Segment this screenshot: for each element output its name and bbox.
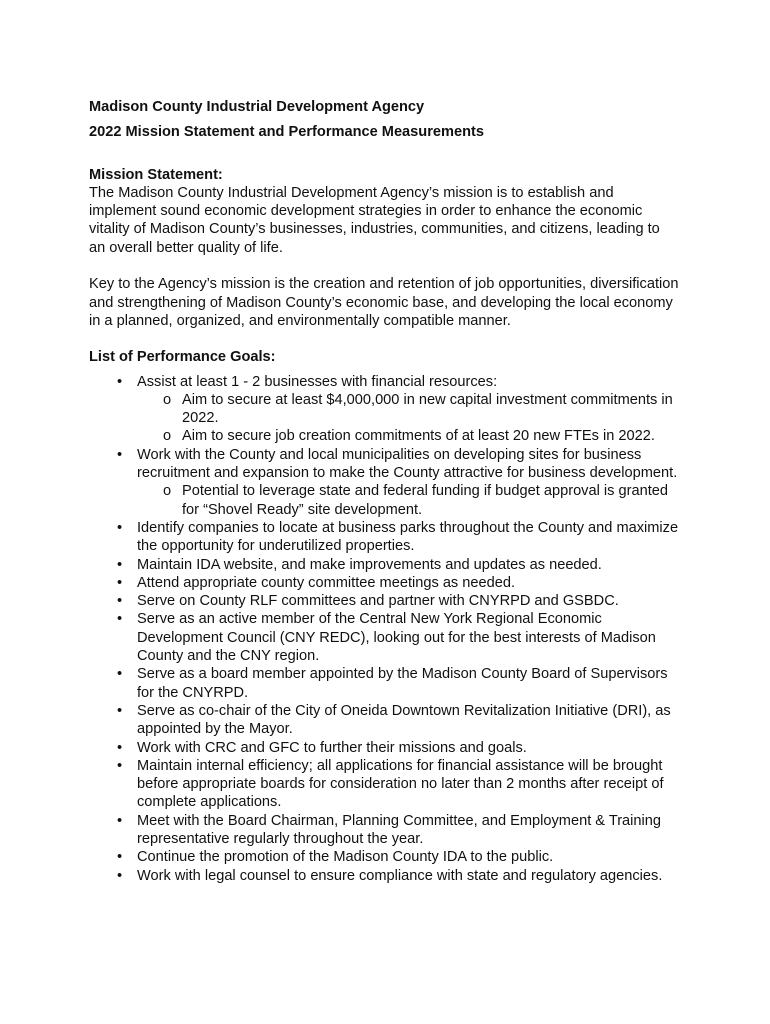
goal-item <box>89 702 679 739</box>
sub-bullet-icon: o <box>163 391 172 408</box>
sub-bullet-icon: o <box>163 483 172 500</box>
goal-text: Work with the County and local municipalities on developing sites for business recruitment and expansion to make the County attractive for business development. <box>137 446 678 482</box>
sub-goals-list <box>137 391 679 446</box>
goal-item <box>89 519 679 556</box>
goal-text: Serve as an active member of the Central New York Regional Economic Development Council (CNY REDC), looking out for the best interests of Madison County and the CNY region. <box>137 611 656 665</box>
goal-item <box>89 592 679 610</box>
bullet-icon: • <box>117 812 123 829</box>
goal-item <box>89 610 679 665</box>
goal-text: Maintain IDA website, and make improvements and updates as needed. <box>137 556 602 573</box>
bullet-icon: • <box>117 611 123 628</box>
goal-item <box>89 739 679 757</box>
document-title: Madison County Industrial Development Agency <box>89 99 425 115</box>
bullet-icon: • <box>117 519 123 536</box>
goal-item <box>89 574 679 592</box>
goal-text: Serve as co-chair of the City of Oneida Downtown Revitalization Initiative (DRI), as appointed by the Mayor. <box>137 702 671 738</box>
goal-text: Attend appropriate county committee meetings as needed. <box>137 574 516 591</box>
bullet-icon: • <box>117 556 123 573</box>
goal-text: Work with legal counsel to ensure compliance with state and regulatory agencies. <box>137 867 663 884</box>
goal-text: Assist at least 1 - 2 businesses with financial resources: <box>137 373 498 390</box>
mission-heading: Mission Statement: <box>89 166 223 183</box>
goal-text: Maintain internal efficiency; all applications for financial assistance will be brought before appropriate boards for consideration no later than 2 months after receipt of complete applications. <box>137 757 664 811</box>
goal-text: Continue the promotion of the Madison County IDA to the public. <box>137 849 554 866</box>
bullet-icon: • <box>117 666 123 683</box>
sub-goal-item <box>89 482 679 519</box>
sub-goal-item <box>89 391 679 428</box>
goal-item <box>89 848 679 866</box>
goal-item <box>89 373 679 446</box>
goal-text: Meet with the Board Chairman, Planning Committee, and Employment & Training representative regularly throughout the year. <box>137 812 662 847</box>
bullet-icon: • <box>117 849 123 866</box>
sub-goal-text: Potential to leverage state and federal funding if budget approval is granted for “Shovel Ready” site development. <box>182 483 668 518</box>
bullet-icon: • <box>117 739 123 756</box>
bullet-icon: • <box>117 574 123 591</box>
goal-text: Work with CRC and GFC to further their missions and goals. <box>137 739 527 756</box>
sub-bullet-icon: o <box>163 428 172 445</box>
goal-item <box>89 867 679 885</box>
bullet-icon: • <box>117 702 123 719</box>
goals-heading: List of Performance Goals: <box>89 349 276 366</box>
bullet-icon: • <box>117 446 123 463</box>
goal-text: Identify companies to locate at business parks throughout the County and maximize the opportunity for underutilized properties. <box>137 519 679 555</box>
goal-item <box>89 812 679 849</box>
sub-goal-text: Aim to secure at least $4,000,000 in new capital investment commitments in 2022. <box>182 391 673 427</box>
document-page <box>89 98 679 885</box>
mission-paragraph-2: Key to the Agency’s mission is the creation and retention of job opportunities, diversification and strengthening of Madison County’s economic base, and developing the local economy in a planned, organized, and environmentally compatible manner. <box>89 276 679 329</box>
goal-text: Serve on County RLF committees and partner with CNYRPD and GSBDC. <box>137 593 619 610</box>
goal-item <box>89 556 679 574</box>
goal-item <box>89 446 679 519</box>
goals-list <box>89 373 679 885</box>
goal-text: Serve as a board member appointed by the Madison County Board of Supervisors for the CNYRPD. <box>137 666 668 701</box>
mission-paragraph-1: The Madison County Industrial Development Agency’s mission is to establish and implement sound economic development strategies in order to enhance the economic vitality of Madison County’s businesses, industries, communities, and citizens, leading to an overall better quality of life. <box>89 184 660 256</box>
bullet-icon: • <box>117 757 123 774</box>
goal-item <box>89 665 679 702</box>
bullet-icon: • <box>117 373 123 390</box>
bullet-icon: • <box>117 593 123 610</box>
sub-goal-item <box>89 427 679 445</box>
document-subtitle: 2022 Mission Statement and Performance Measurements <box>89 124 484 141</box>
sub-goal-text: Aim to secure job creation commitments of at least 20 new FTEs in 2022. <box>182 428 655 445</box>
sub-goals-list <box>137 482 679 519</box>
bullet-icon: • <box>117 867 123 884</box>
goal-item <box>89 757 679 812</box>
